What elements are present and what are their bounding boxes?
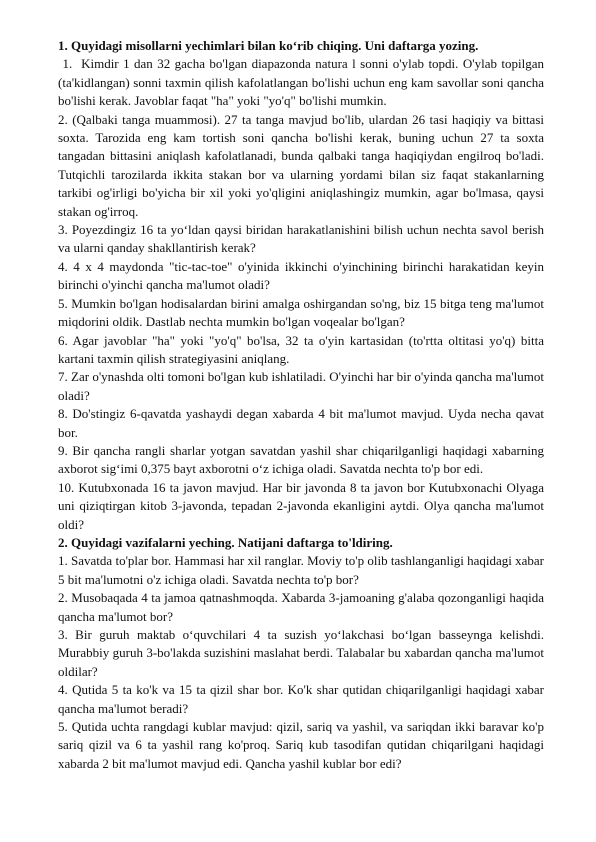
s1-exercise-3: 3. Poyezdingiz 16 ta yo‘ldan qaysi biridan harakatlanishini bilish uchun nechta savol berish va ularni qanday shakllantirish kerak?	[58, 222, 544, 256]
section-2-heading: 2. Quyidagi vazifalarni yeching. Natijani daftarga to'ldiring.	[58, 534, 393, 550]
s1-exercise-10: 10. Kutubxonada 16 ta javon mavjud. Har bir javonda 8 ta javon bor Kutubxonachi Olyaga uni qiziqtirgan kitob 3-javonda, tepadan 2-javonda ekanligini aytdi. Olya qancha ma'lumot oldi?	[58, 479, 544, 532]
s1-exercise-9: 9. Bir qancha rangli sharlar yotgan savatdan yashil shar chiqarilganligi haqidagi xabarning axborot sig‘imi 0,375 bayt axborotni o‘z ichiga oladi. Savatda nechta to'p bor edi.	[58, 442, 544, 477]
s1-exercise-8: 8. Do'stingiz 6-qavatda yashaydi degan xabarda 4 bit ma'lumot mavjud. Uyda necha qavat bor.	[58, 406, 544, 440]
s2-task-2: 2. Musobaqada 4 ta jamoa qatnashmoqda. Xabarda 3-jamoaning g'alaba qozonganligi haqida qancha ma'lumot bor?	[58, 590, 544, 624]
s2-task-4: 4. Qutida 5 ta ko'k va 15 ta qizil shar bor. Ko'k shar qutidan chiqarilganligi haqidagi xabar qancha ma'lumot beradi?	[58, 682, 544, 716]
s1-exercise-2: 2. (Qalbaki tanga muammosi). 27 ta tanga mavjud bo'lib, ulardan 26 tasi haqiqiy va bittasi soxta. Tarozida eng kam tortish soni qancha bo'lishi kerak, buning uchun 27 ta soxta tangadan bittasini aniqlash kafolatlanadi, bunda qalbaki tanga haqiqiydan engilroq bo'ladi. Tutqichli tarozilarda ikkita stakan bor va ularning yordami bilan siz faqat stakanlarning tarkibi og'irligi bo'yicha bir xil yoki yo'qligini aniqlashingiz mumkin, agar bo'lmasa, qaysi stakan og'irroq.	[58, 111, 544, 219]
s2-task-3: 3. Bir guruh maktab o‘quvchilari 4 ta suzish yo‘lakchasi bo‘lgan basseynga kelishdi. Murabbiy guruh 3-bo'lakda suzishini maslahat berdi. Talabalar bu xabardan qancha ma'lumot oldilar?	[58, 627, 544, 679]
s2-task-5: 5. Qutida uchta rangdagi kublar mavjud: qizil, sariq va yashil, va sariqdan ikki baravar ko'p sariq qizil va 6 ta yashil rang ko'proq. Sariq kub tasodifan qutidan chiqarilgani haqidagi xabarda 2 bit ma'lumot mavjud edi. Qancha yashil kublar bor edi?	[58, 719, 544, 771]
s1-exercise-1: 1. Kimdir 1 dan 32 gacha bo'lgan diapazonda natura l sonni o'ylab topdi. O'ylab topilgan (ta'kidlangan) sonni taxmin qilish kafolatlangan bo'lishi uchun eng kam savollar soni qancha bo'lishi kerak. Javoblar faqat "ha" yoki "yo'q" bo'lishi mumkin.	[58, 56, 548, 109]
section-1-heading: 1. Quyidagi misollarni yechimlari bilan ko‘rib chiqing. Uni daftarga yozing.	[58, 38, 479, 53]
s1-exercise-6: 6. Agar javoblar "ha" yoki "yo'q" bo'lsa, 32 ta o'yin kartasidan (to'rtta oltitasi yo'q) bitta kartani taxmin qilish strategiyasini aniqlang.	[58, 332, 544, 366]
s1-exercise-4: 4. 4 x 4 maydonda "tic-tac-toe" o'yinida ikkinchi o'yinchining birinchi harakatidan keyin birinchi o'yinchi qancha ma'lumot oladi?	[58, 258, 544, 293]
s1-exercise-5: 5. Mumkin bo'lgan hodisalardan birini amalga oshirgandan so'ng, biz 15 bitga teng ma'lumot miqdorini oldik. Dastlab nechta mumkin bo'lgan voqealar bo'lgan?	[58, 295, 544, 330]
s2-task-1: 1. Savatda to'plar bor. Hammasi har xil ranglar. Moviy to'p olib tashlanganligi haqidagi xabar 5 bit ma'lumotni o'z ichiga oladi. Savatda nechta to'p bor?	[58, 553, 544, 587]
s1-exercise-7: 7. Zar o'ynashda olti tomoni bo'lgan kub ishlatiladi. O'yinchi har bir o'yinda qancha ma'lumot oladi?	[58, 369, 544, 403]
